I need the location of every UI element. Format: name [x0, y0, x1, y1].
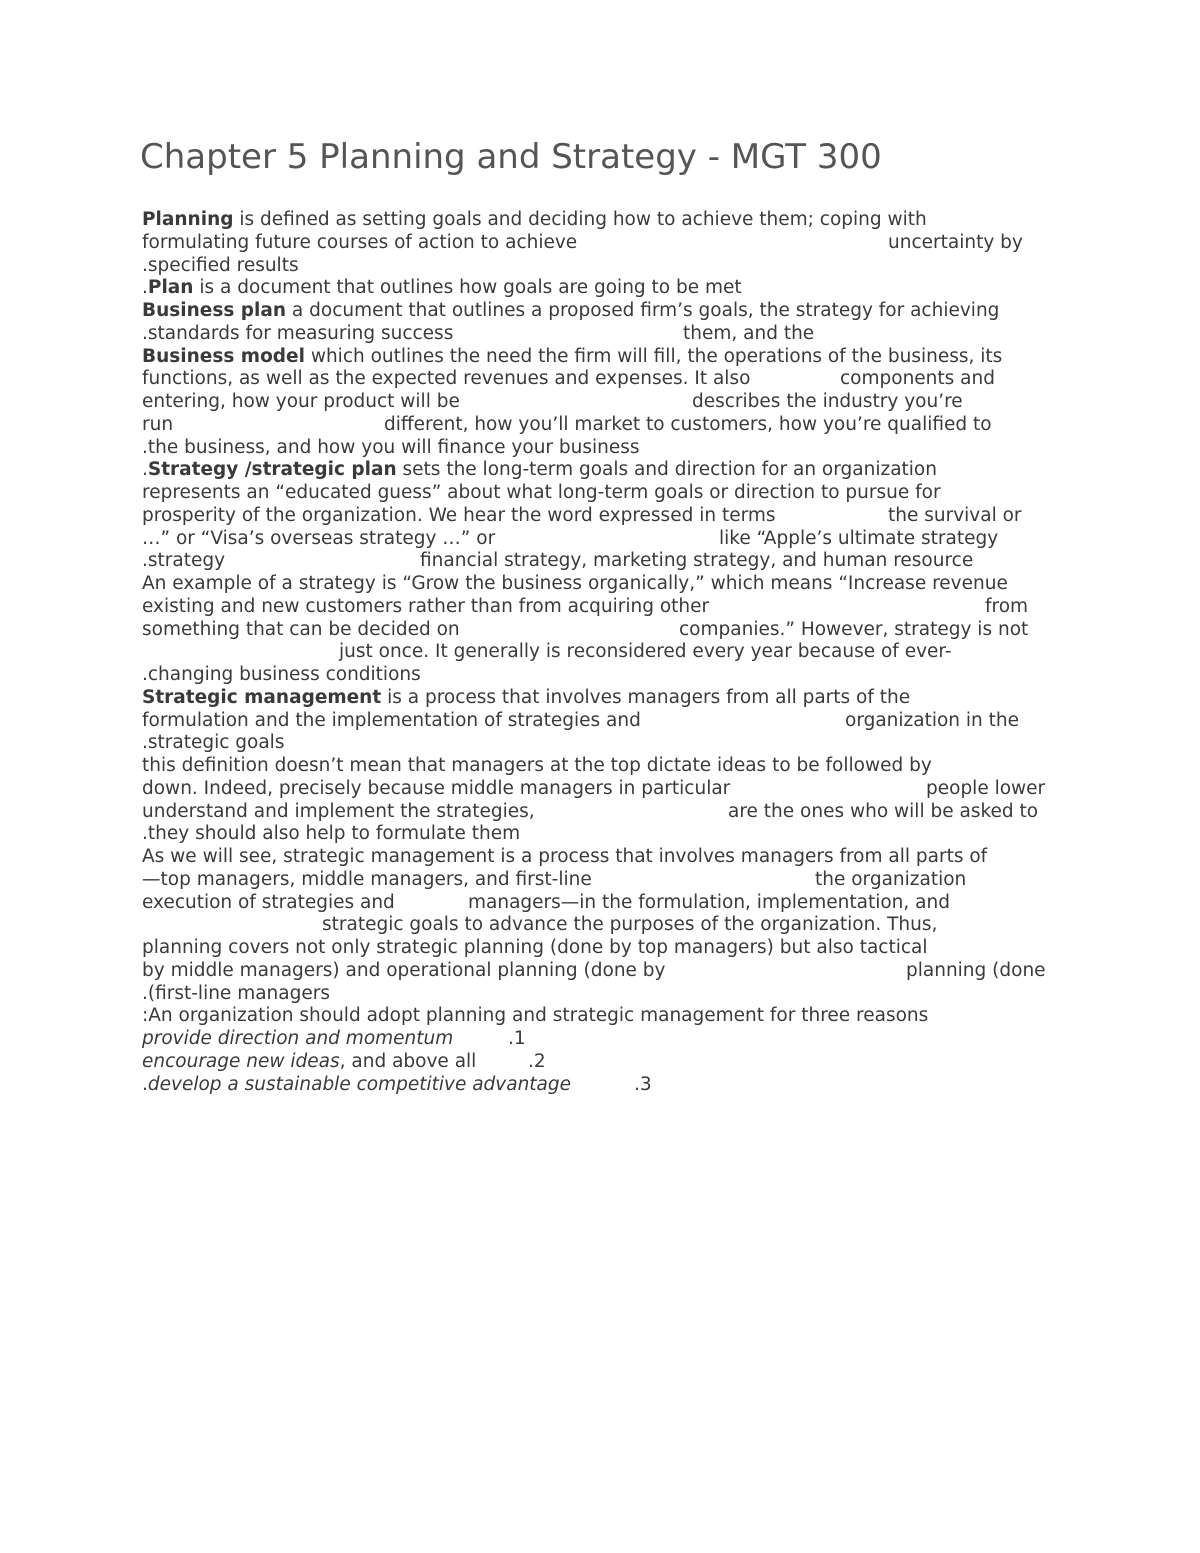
text-line [142, 300, 999, 322]
text-run: planning (done [906, 959, 1046, 981]
text-line-right-fragment [692, 391, 963, 413]
text-line-right-fragment [384, 414, 992, 436]
text-line [142, 664, 421, 686]
text-run: run [142, 413, 174, 435]
text-line [142, 892, 395, 914]
text-line-right-fragment [420, 550, 973, 572]
text-run: them, and the [683, 322, 815, 344]
text-line [142, 232, 577, 254]
bold-term: Business model [142, 345, 305, 367]
text-run: .3 [634, 1073, 652, 1095]
text-run: . [142, 277, 148, 299]
text-run: financial strategy, marketing strategy, and human resource [420, 550, 974, 572]
text-line-right-fragment [339, 641, 952, 663]
text-run: execution of strategies and [142, 891, 395, 913]
text-line [142, 323, 453, 345]
bold-term: Strategic management [142, 686, 382, 708]
text-run: .specified results [142, 254, 299, 276]
text-line [142, 1074, 571, 1096]
text-run: represents an “educated guess” about what long-term goals or direction to pursue for [142, 482, 941, 503]
text-line [142, 459, 937, 481]
text-run: . [142, 459, 148, 481]
text-line [142, 755, 932, 777]
text-line [142, 414, 173, 436]
text-run: are the ones who will be asked to [728, 800, 1039, 822]
text-run: . [142, 1073, 148, 1095]
text-line-right-fragment [508, 1028, 526, 1050]
text-run: prosperity of the organization. We hear the word expressed in terms [142, 504, 776, 526]
text-run: sets the long-term goals and direction for an organization [396, 459, 937, 481]
text-run: like “Apple’s ultimate strategy [719, 527, 999, 549]
text-line [142, 869, 592, 891]
text-run: strategic goals to advance the purposes of the organization. Thus, [322, 914, 938, 936]
text-run: is a process that involves managers from all parts of the [381, 686, 911, 708]
text-run: managers—in the formulation, implementation, and [468, 891, 950, 913]
text-line [142, 778, 730, 800]
text-line-right-fragment [634, 1074, 652, 1096]
text-run: existing and new customers rather than from acquiring other [142, 595, 710, 617]
text-line [142, 1005, 928, 1027]
text-line-right-fragment [888, 232, 1023, 254]
text-run: the survival or [888, 504, 1022, 526]
text-line [142, 619, 460, 641]
text-line-right-fragment [719, 528, 998, 550]
text-line [142, 1028, 453, 1050]
text-line [142, 960, 666, 982]
text-run: describes the industry you’re [692, 391, 963, 412]
text-run: .(first-line managers [142, 982, 330, 1004]
text-run: different, how you’ll market to customers, how you’re qualified to [384, 413, 992, 435]
text-line [142, 687, 910, 709]
text-run: functions, as well as the expected revenues and expenses. It also [142, 368, 751, 390]
italic-text: encourage new ideas [142, 1050, 340, 1072]
text-line [142, 732, 284, 754]
text-run: , and above all [339, 1050, 477, 1072]
text-run: .1 [508, 1028, 526, 1049]
text-line [142, 391, 460, 413]
text-line [142, 596, 709, 618]
text-line [142, 573, 1008, 595]
text-line [142, 550, 225, 572]
text-line [142, 1051, 476, 1073]
text-run: companies.” However, strategy is not [679, 618, 1029, 640]
text-run: is a document that outlines how goals are going to be met [193, 277, 742, 299]
text-run: understand and implement the strategies, [142, 800, 535, 822]
text-run: the organization [815, 868, 967, 890]
text-run: formulation and the implementation of strategies and [142, 709, 641, 731]
text-line-right-fragment [906, 960, 1046, 982]
bold-term: Plan [147, 277, 194, 299]
text-run: something that can be decided on [142, 618, 460, 640]
text-line [142, 983, 330, 1005]
text-run: .standards for measuring success [142, 322, 454, 344]
text-run: …” or “Visa’s overseas strategy …” or [142, 527, 496, 549]
text-line-right-fragment [840, 368, 995, 390]
text-run: which outlines the need the firm will fill, the operations of the business, its [304, 345, 1003, 367]
text-run: .they should also help to formulate them [142, 823, 521, 845]
text-line [142, 255, 299, 277]
text-line-right-fragment [683, 323, 814, 345]
text-line [142, 346, 1002, 368]
text-line [142, 823, 520, 845]
text-run: .the business, and how you will finance your business [142, 436, 640, 458]
text-line [142, 505, 776, 527]
text-run: organization in the [845, 709, 1020, 731]
italic-text: develop a sustainable competitive advantage [147, 1073, 572, 1095]
text-run: An example of a strategy is “Grow the business organically,” which means “Increase revenue [142, 573, 1008, 594]
text-run: .strategy [142, 550, 226, 572]
text-run: As we will see, strategic management is a process that involves managers from all parts of [142, 846, 988, 867]
text-line-right-fragment [679, 619, 1028, 641]
italic-text: provide direction and momentum [142, 1028, 454, 1049]
text-run: is defined as setting goals and deciding how to achieve them; coping with [233, 209, 927, 230]
text-line [142, 482, 941, 504]
text-line [142, 710, 641, 732]
text-run: .2 [528, 1050, 546, 1072]
bold-term: Strategy /strategic plan [147, 459, 397, 481]
text-run: :An organization should adopt planning and strategic management for three reasons [142, 1005, 929, 1027]
text-line [142, 846, 987, 868]
text-line [142, 437, 640, 459]
text-run: by middle managers) and operational planning (done by [142, 959, 666, 981]
text-line-right-fragment [815, 869, 966, 891]
text-run: down. Indeed, precisely because middle managers in particular [142, 777, 731, 799]
text-run: .changing business conditions [142, 664, 421, 685]
text-run: formulating future courses of action to achieve [142, 231, 578, 253]
text-line-right-fragment [985, 596, 1028, 618]
text-run: from [985, 595, 1029, 617]
text-line-right-fragment [845, 710, 1019, 732]
bold-term: Planning [142, 209, 234, 230]
text-run: a document that outlines a proposed firm’s goals, the strategy for achieving [286, 300, 1000, 321]
text-line [142, 277, 742, 299]
text-run: entering, how your product will be [142, 391, 460, 412]
text-line-right-fragment [322, 914, 937, 936]
text-line [142, 368, 750, 390]
page-title: Chapter 5 Planning and Strategy - MGT 300 [140, 137, 882, 177]
text-run: just once. It generally is reconsidered every year because of ever- [339, 641, 952, 663]
text-run: —top managers, middle managers, and first-line [142, 868, 592, 890]
text-line-right-fragment [728, 801, 1038, 823]
text-run: planning covers not only strategic planning (done by top managers) but also tactical [142, 937, 928, 958]
bold-term: Business plan [142, 300, 287, 321]
text-line [142, 528, 495, 550]
text-run: uncertainty by [888, 231, 1023, 253]
text-run: this definition doesn’t mean that managers at the top dictate ideas to be followed by [142, 755, 932, 776]
text-line [142, 209, 927, 231]
text-line-right-fragment [528, 1051, 546, 1073]
text-line-right-fragment [468, 892, 950, 914]
text-run: people lower [926, 777, 1046, 799]
text-run: .strategic goals [142, 732, 285, 754]
text-run: components and [840, 368, 995, 390]
text-line [142, 937, 928, 959]
text-line-right-fragment [926, 778, 1045, 800]
text-line [142, 801, 535, 823]
text-line-right-fragment [888, 505, 1022, 527]
